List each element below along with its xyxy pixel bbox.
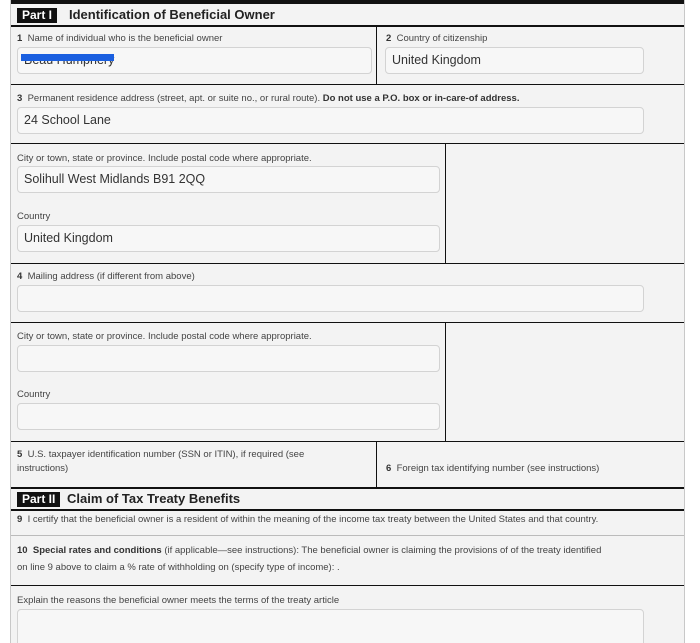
line2-label: 2 Country of citizenship: [386, 33, 488, 44]
line5-label-cont: instructions): [17, 463, 69, 474]
divider: [376, 441, 377, 487]
divider: [11, 143, 684, 144]
part2-title: Claim of Tax Treaty Benefits: [67, 491, 241, 506]
divider: [376, 27, 377, 84]
mailing-address-field[interactable]: [17, 285, 644, 312]
line6-label: 6 Foreign tax identifying number (see instructions): [386, 463, 600, 474]
explain-label: Explain the reasons the beneficial owner meets the terms of the treaty article: [17, 595, 340, 606]
line5-label: 5 U.S. taxpayer identification number (SSN or ITIN), if required (see: [17, 449, 305, 460]
part1-header: [11, 5, 684, 27]
part2-badge: Part II: [17, 492, 60, 507]
part2-header: [11, 487, 684, 511]
divider: [11, 585, 684, 586]
part1-title: Identification of Beneficial Owner: [69, 7, 275, 22]
line1-label: 1 Name of individual who is the beneficial owner: [17, 33, 223, 44]
treaty-explanation-field[interactable]: [17, 609, 644, 643]
redaction-bar: [21, 54, 114, 61]
mailing-city-label: City or town, state or province. Include postal code where appropriate.: [17, 331, 312, 342]
residence-country-label: Country: [17, 211, 51, 222]
form-top-border: [11, 0, 684, 4]
line4-label: 4 Mailing address (if different from above): [17, 271, 195, 282]
residence-city-field[interactable]: Solihull West Midlands B91 2QQ: [17, 166, 440, 193]
divider: [11, 441, 684, 442]
mailing-city-field[interactable]: [17, 345, 440, 372]
permanent-residence-address-field[interactable]: 24 School Lane: [17, 107, 644, 134]
divider: [11, 263, 684, 264]
part1-badge: Part I: [17, 8, 57, 23]
residence-country-field[interactable]: United Kingdom: [17, 225, 440, 252]
divider: [445, 143, 446, 263]
line9-text: 9 I certify that the beneficial owner is a resident of within the meaning of the income tax treaty between the United States and that country.: [17, 514, 599, 525]
w8ben-form: [10, 0, 685, 643]
line10-text: 10 Special rates and conditions (if applicable—see instructions): The beneficial owner is claiming the provisions of of the treaty identified on line 9 above to claim a % rate of withholding on (specify type of income): .: [17, 545, 602, 573]
divider: [11, 84, 684, 85]
divider: [445, 322, 446, 441]
country-of-citizenship-field[interactable]: United Kingdom: [385, 47, 644, 74]
mailing-country-field[interactable]: [17, 403, 440, 430]
line3-label: 3 Permanent residence address (street, apt. or suite no., or rural route). Do not use a P.O. box or in-care-of address.: [17, 93, 520, 104]
residence-city-label: City or town, state or province. Include postal code where appropriate.: [17, 153, 312, 164]
divider: [11, 322, 684, 323]
divider: [11, 535, 684, 536]
mailing-country-label: Country: [17, 389, 51, 400]
